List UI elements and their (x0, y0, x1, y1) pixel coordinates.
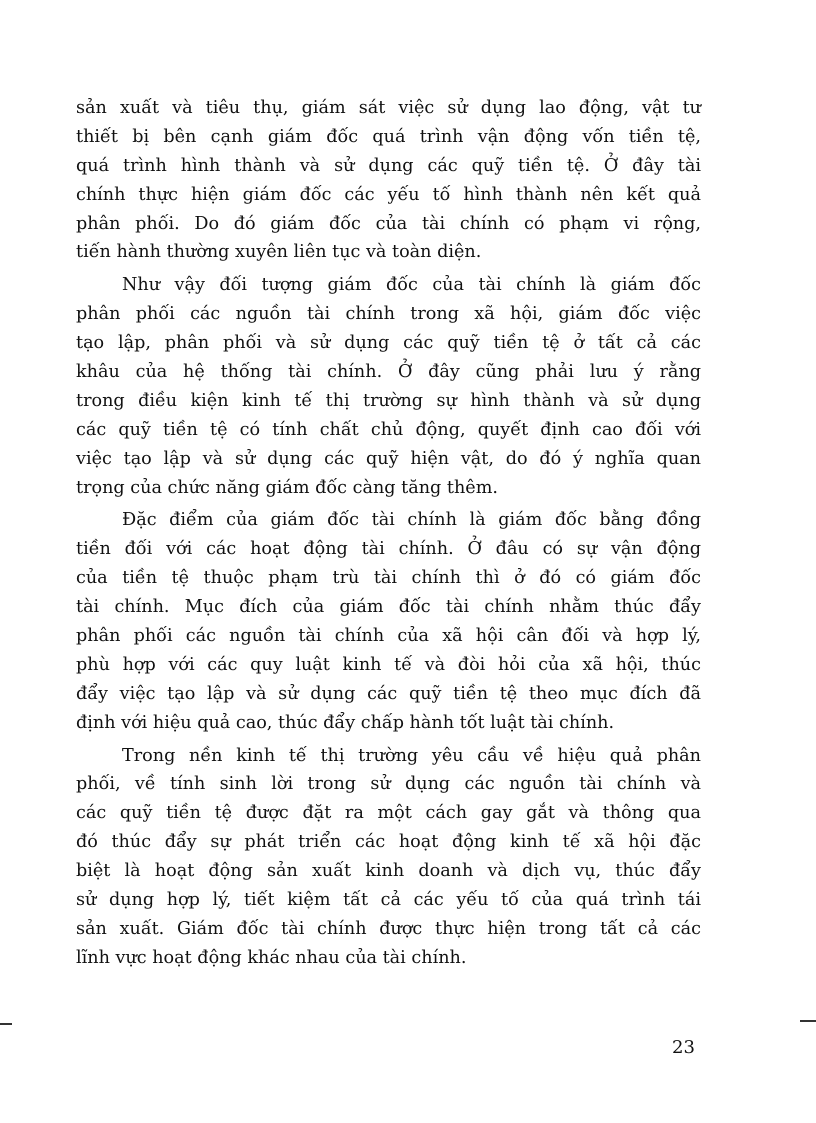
text-line: việc tạo lập và sử dụng các quỹ hiện vật, do đó ý nghĩa quan (76, 448, 701, 469)
text-line: khâu của hệ thống tài chính. Ở đây cũng phải lưu ý rằng (76, 362, 701, 383)
text-line: biệt là hoạt động sản xuất kinh doanh và dịch vụ, thúc đẩy (76, 861, 701, 882)
text-line: Đặc điểm của giám đốc tài chính là giám đốc bằng đồng (122, 510, 701, 531)
text-line: lĩnh vực hoạt động khác nhau của tài chính. (76, 947, 467, 968)
text-line: phân phối các nguồn tài chính trong xã hội, giám đốc việc (76, 304, 701, 325)
text-line: đẩy việc tạo lập và sử dụng các quỹ tiền tệ theo mục đích đã (76, 683, 701, 704)
text-line: của tiền tệ thuộc phạm trù tài chính thì ở đó có giám đốc (76, 568, 701, 589)
scan-edge-mark-left (0, 1023, 12, 1025)
text-line: các quỹ tiền tệ được đặt ra một cách gay gắt và thông qua (76, 803, 701, 824)
text-line: sử dụng hợp lý, tiết kiệm tất cả các yếu tố của quá trình tái (76, 890, 701, 911)
text-line: quá trình hình thành và sử dụng các quỹ tiền tệ. Ở đây tài (76, 155, 701, 176)
text-line: định với hiệu quả cao, thúc đẩy chấp hành tốt luật tài chính. (76, 712, 615, 733)
text-line: tiến hành thường xuyên liên tục và toàn diện. (76, 242, 482, 263)
text-line: Như vậy đối tượng giám đốc của tài chính là giám đốc (122, 275, 701, 296)
paragraph-3 (76, 506, 701, 737)
text-line: các quỹ tiền tệ có tính chất chủ động, quyết định cao đối với (76, 419, 701, 440)
text-line: phân phối các nguồn tài chính của xã hội cân đối và hợp lý, (76, 626, 701, 647)
text-line: trọng của chức năng giám đốc càng tăng thêm. (76, 477, 498, 498)
text-line: tài chính. Mục đích của giám đốc tài chính nhằm thúc đẩy (76, 597, 701, 618)
body-text (76, 94, 701, 973)
text-line: phân phối. Do đó giám đốc của tài chính có phạm vi rộng, (76, 213, 701, 234)
text-line: chính thực hiện giám đốc các yếu tố hình thành nên kết quả (76, 184, 701, 205)
scan-edge-mark-right (800, 1020, 816, 1022)
text-line: tiền đối với các hoạt động tài chính. Ở đâu có sự vận động (76, 539, 701, 560)
text-line: sản xuất và tiêu thụ, giám sát việc sử dụng lao động, vật tư (76, 98, 701, 118)
page-number: 23 (672, 1037, 695, 1058)
text-line: đó thúc đẩy sự phát triển các hoạt động kinh tế xã hội đặc (76, 832, 701, 853)
text-line: thiết bị bên cạnh giám đốc quá trình vận động vốn tiền tệ, (76, 126, 701, 147)
paragraph-1 (76, 94, 701, 267)
text-line: Trong nền kinh tế thị trường yêu cầu về hiệu quả phân (122, 745, 701, 766)
text-line: phối, về tính sinh lời trong sử dụng các nguồn tài chính và (76, 774, 701, 795)
text-line: tạo lập, phân phối và sử dụng các quỹ tiền tệ ở tất cả các (76, 333, 701, 354)
paragraph-4 (76, 742, 701, 973)
paragraph-2 (76, 271, 701, 502)
text-line: phù hợp với các quy luật kinh tế và đòi hỏi của xã hội, thúc (76, 654, 701, 675)
text-line: sản xuất. Giám đốc tài chính được thực hiện trong tất cả các (76, 918, 701, 939)
text-line: trong điều kiện kinh tế thị trường sự hình thành và sử dụng (76, 390, 701, 411)
